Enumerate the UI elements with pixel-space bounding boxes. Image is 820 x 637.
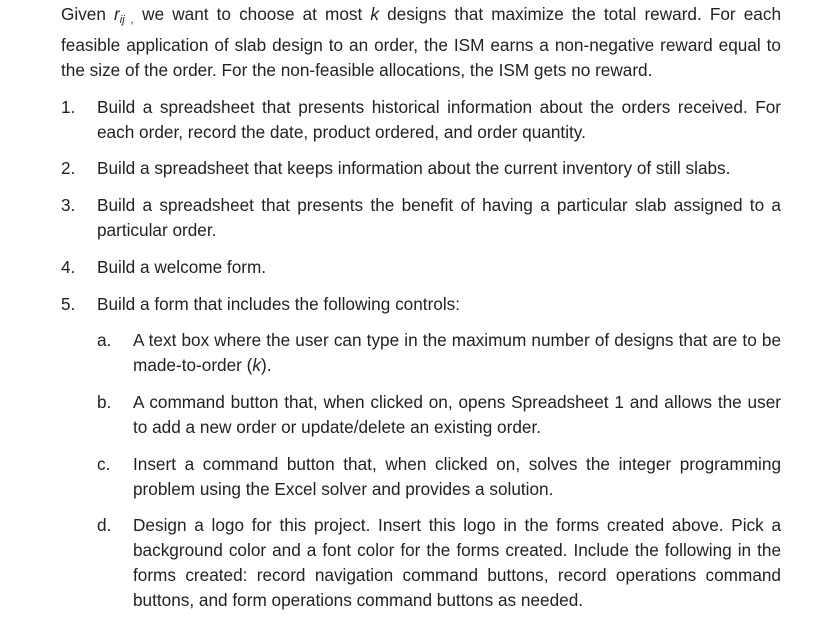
sub-text-after: ). xyxy=(261,355,272,375)
intro-paragraph xyxy=(61,0,781,83)
sub-letter: b. xyxy=(97,392,112,412)
item-text: Build a spreadsheet that presents the benefit of having a particular slab assigned to a particular order. xyxy=(97,195,781,240)
sub-letter: a. xyxy=(97,330,112,350)
intro-given: Given xyxy=(61,4,106,24)
sublist-item xyxy=(97,328,781,378)
item-number: 1. xyxy=(61,97,76,117)
document-page xyxy=(61,0,781,613)
item-number: 2. xyxy=(61,158,76,178)
k-variable: k xyxy=(370,4,379,24)
list-item xyxy=(61,156,781,181)
list-item xyxy=(61,95,781,145)
control-sublist xyxy=(97,328,781,613)
item-number: 4. xyxy=(61,257,76,277)
r-subscript: ij , xyxy=(119,14,135,26)
sub-text-before: A text box where the user can type in the maximum number of designs that are to be made-to-order ( xyxy=(133,330,781,375)
sub-letter: d. xyxy=(97,515,112,535)
item-number: 5. xyxy=(61,294,76,314)
sublist-item xyxy=(97,513,781,613)
k-variable: k xyxy=(252,355,261,375)
sublist-item xyxy=(97,452,781,502)
sub-text: A command button that, when clicked on, opens Spreadsheet 1 and allows the user to add a new order or update/delete an existing order. xyxy=(133,392,781,437)
item-text: Build a welcome form. xyxy=(97,257,267,277)
sublist-item xyxy=(97,390,781,440)
task-list xyxy=(61,95,781,613)
item-text: Build a form that includes the following controls: xyxy=(97,294,461,314)
r-variable: r xyxy=(114,4,120,24)
sub-letter: c. xyxy=(97,454,111,474)
item-text: Build a spreadsheet that keeps information about the current inventory of still slabs. xyxy=(97,158,731,178)
list-item xyxy=(61,255,781,280)
intro-part2: designs that maximize the total reward. For each feasible application of slab design to an order, the ISM earns a non-negative reward equal to the size of the order. For the non-feasible allocations, the ISM gets no reward. xyxy=(61,4,782,80)
list-item xyxy=(61,193,781,243)
sub-text: Design a logo for this project. Insert this logo in the forms created above. Pick a background color and a font color for the forms created. Include the following in the forms created: record navigation command buttons, record operations command buttons, and form operations command buttons as needed. xyxy=(133,515,781,610)
sub-text: Insert a command button that, when clicked on, solves the integer programming problem using the Excel solver and provides a solution. xyxy=(133,454,781,499)
intro-part1: we want to choose at most xyxy=(134,4,371,24)
list-item xyxy=(61,292,781,613)
item-text: Build a spreadsheet that presents historical information about the orders received. For each order, record the date, product ordered, and order quantity. xyxy=(97,97,781,142)
item-number: 3. xyxy=(61,195,76,215)
